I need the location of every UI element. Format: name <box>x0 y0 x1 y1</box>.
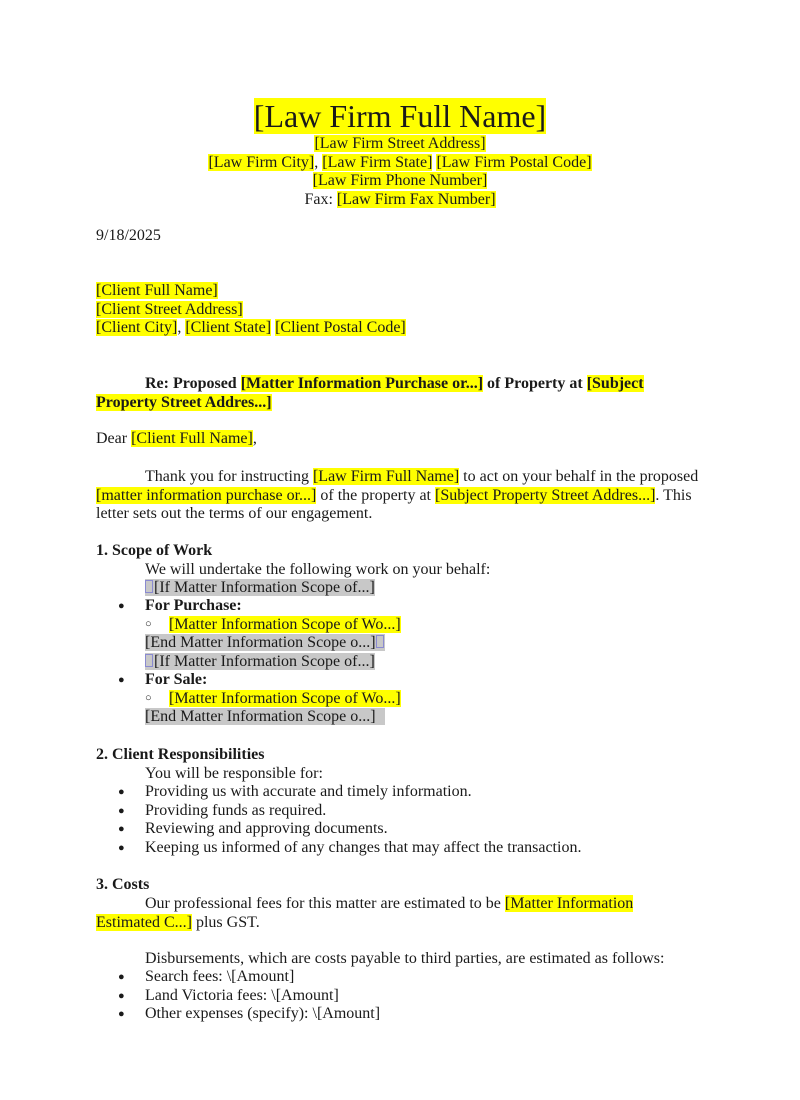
salutation <box>96 430 257 449</box>
subject-address-field-2[interactable]: Property Street Addres...] <box>96 393 272 411</box>
client-name-field[interactable]: [Client Full Name] <box>96 282 218 299</box>
letterhead-firm-name <box>0 96 800 136</box>
field-marker-icon <box>145 580 153 593</box>
estimated-cost-field-1[interactable]: [Matter Information <box>504 895 634 912</box>
responsibilities-intro: You will be responsible for: <box>145 765 323 782</box>
sale-scope-item <box>169 690 401 709</box>
letterhead-address <box>0 135 800 209</box>
fax-label: Fax: <box>304 190 337 208</box>
firm-state-field[interactable]: [Law Firm State] <box>322 153 433 171</box>
firm-postal-field[interactable]: [Law Firm Postal Code] <box>436 153 592 171</box>
intro-text: to act on your behalf in the proposed <box>459 468 699 485</box>
salutation-prefix: Dear <box>96 430 132 447</box>
intro-text: of the property at <box>316 486 435 504</box>
field-marker-icon <box>376 635 384 648</box>
fees-suffix: plus GST. <box>191 913 260 931</box>
bullet-icon: ● <box>118 805 125 817</box>
recipient-block <box>96 282 406 338</box>
intro-firm-field[interactable]: [Law Firm Full Name] <box>312 468 460 485</box>
subject-middle: of Property at <box>483 375 587 392</box>
intro-text: Thank you for instructing <box>145 468 313 485</box>
bullet-icon: ● <box>118 786 125 798</box>
sale-label: For Sale: <box>145 671 208 688</box>
fees-paragraph <box>96 895 706 932</box>
condition-text: [If Matter Information Scope of...] <box>154 653 375 670</box>
disbursements-intro: Disbursements, which are costs payable to third parties, are estimated as follows: <box>145 950 665 967</box>
responsibility-item: Reviewing and approving documents. <box>145 820 388 837</box>
condition-text: [End Matter Information Scope o...] <box>145 708 376 725</box>
disbursement-item: Other expenses (specify): \[Amount] <box>145 1005 381 1022</box>
matter-type-field[interactable]: [Matter Information Purchase or...] <box>240 375 484 392</box>
purchase-scope-field[interactable]: [Matter Information Scope of Wo...] <box>169 616 401 633</box>
purchase-scope-item <box>169 616 401 635</box>
firm-city-field[interactable]: [Law Firm City] <box>208 153 315 171</box>
responsibility-item: Providing us with accurate and timely information. <box>145 783 472 800</box>
client-postal-field[interactable]: [Client Postal Code] <box>275 319 406 336</box>
circle-bullet-icon: ○ <box>145 618 152 630</box>
scope-intro: We will undertake the following work on your behalf: <box>145 561 491 578</box>
bullet-icon: ● <box>118 674 125 686</box>
bullet-icon: ● <box>118 971 125 983</box>
bullet-icon: ● <box>118 990 125 1002</box>
condition-text: [If Matter Information Scope of...] <box>154 579 375 596</box>
intro-text: letter sets out the terms of our engagement. <box>96 505 373 522</box>
client-city-field[interactable]: [Client City] <box>96 319 178 336</box>
intro-address-field[interactable]: [Subject Property Street Addres...] <box>435 486 656 504</box>
salutation-suffix: , <box>252 430 257 447</box>
sale-scope-field[interactable]: [Matter Information Scope of Wo...] <box>169 690 401 707</box>
salutation-name-field[interactable]: [Client Full Name] <box>131 430 253 447</box>
estimated-cost-field-2[interactable]: Estimated C...] <box>96 913 192 931</box>
condition-text: [End Matter Information Scope o...] <box>145 634 376 651</box>
subject-address-field-1[interactable]: [Subject <box>586 375 644 392</box>
subject-line <box>96 375 706 412</box>
firm-fax-field[interactable]: [Law Firm Fax Number] <box>336 190 496 208</box>
firm-name-field[interactable]: [Law Firm Full Name] <box>253 98 547 134</box>
letter-date: 9/18/2025 <box>96 227 161 244</box>
bullet-icon: ● <box>118 600 125 612</box>
disbursement-item: Land Victoria fees: \[Amount] <box>145 987 339 1004</box>
if-sale-condition[interactable] <box>145 653 375 672</box>
firm-phone-field[interactable]: [Law Firm Phone Number] <box>312 172 488 189</box>
responsibility-item: Providing funds as required. <box>145 802 327 819</box>
responsibility-item: Keeping us informed of any changes that may affect the transaction. <box>145 839 582 856</box>
subject-prefix: Re: Proposed <box>145 375 241 392</box>
disbursement-item: Search fees: \[Amount] <box>145 968 295 985</box>
bullet-icon: ● <box>118 1008 125 1020</box>
field-marker-icon <box>145 654 153 667</box>
if-purchase-condition[interactable] <box>145 579 375 598</box>
bullet-icon: ● <box>118 842 125 854</box>
section-heading-costs: 3. Costs <box>96 876 150 893</box>
fees-text: Our professional fees for this matter are estimated to be <box>145 895 505 912</box>
end-sale-condition[interactable] <box>145 708 385 727</box>
comma: , <box>177 319 182 336</box>
intro-text: . This <box>655 486 692 504</box>
field-marker-icon <box>376 709 384 722</box>
comma: , <box>314 153 319 171</box>
client-state-field[interactable]: [Client State] <box>185 319 272 336</box>
section-heading-scope: 1. Scope of Work <box>96 542 213 559</box>
firm-street-field[interactable]: [Law Firm Street Address] <box>314 135 486 152</box>
intro-paragraph <box>96 468 706 524</box>
bullet-icon: ● <box>118 823 125 835</box>
end-purchase-condition[interactable] <box>145 634 385 653</box>
purchase-label: For Purchase: <box>145 597 242 614</box>
client-street-field[interactable]: [Client Street Address] <box>96 300 243 318</box>
circle-bullet-icon: ○ <box>145 692 152 704</box>
intro-matter-field[interactable]: [matter information purchase or...] <box>96 486 317 504</box>
section-heading-responsibilities: 2. Client Responsibilities <box>96 746 265 763</box>
